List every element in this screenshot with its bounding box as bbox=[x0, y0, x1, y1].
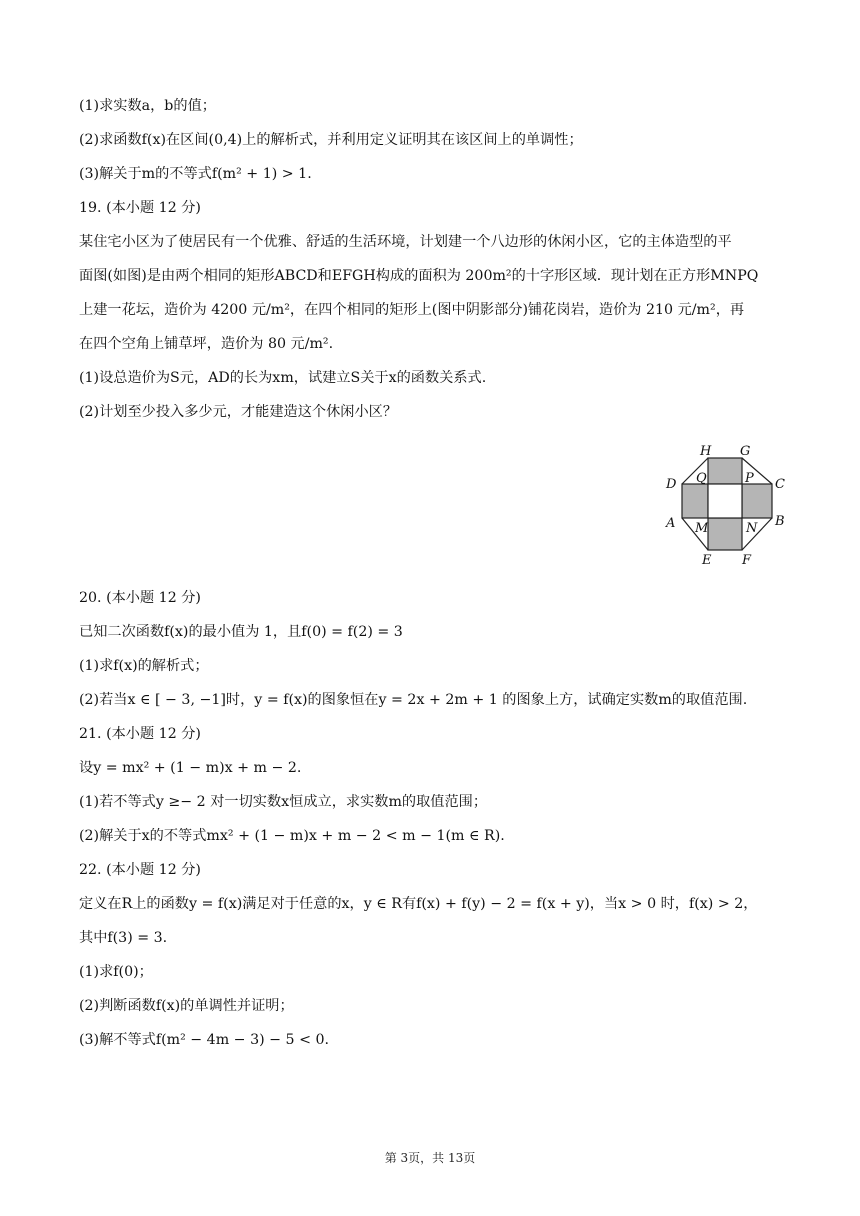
text-line: 19. (本小题 12 分) bbox=[79, 200, 201, 216]
label-b: B bbox=[775, 514, 785, 529]
text-line: (2)若当x ∈ [ − 3, −1]时，y = f(x)的图象恒在y = 2x + 2m + 1 的图象上方，试确定实数m的取值范围. bbox=[79, 692, 748, 708]
label-a: A bbox=[666, 516, 676, 531]
text-line: (1)求f(x)的解析式； bbox=[79, 658, 209, 674]
text-line: (1)求f(0)； bbox=[79, 964, 153, 980]
text-line: 21. (本小题 12 分) bbox=[79, 726, 201, 742]
label-p: P bbox=[745, 471, 754, 486]
text-line: 在四个空角上铺草坪，造价为 80 元/m². bbox=[79, 336, 334, 352]
text-line: (1)设总造价为S元，AD的长为xm，试建立S关于x的函数关系式. bbox=[79, 370, 487, 386]
rect-right-shaded bbox=[742, 484, 772, 518]
text-line: (1)求实数a，b的值； bbox=[79, 98, 216, 114]
text-line: 定义在R上的函数y = f(x)满足对于任意的x，y ∈ R有f(x) + f(y) − 2 = f(x + y)，当x > 0 时，f(x) > 2， bbox=[79, 896, 758, 912]
text-line: (3)解关于m的不等式f(m² + 1) > 1. bbox=[79, 166, 312, 182]
text-line: 上建一花坛，造价为 4200 元/m²，在四个相同的矩形上(图中阴影部分)铺花岗岩，造价为 210 元/m²，再 bbox=[79, 302, 745, 318]
text-line: 设y = mx² + (1 − m)x + m − 2. bbox=[79, 760, 302, 776]
label-e: E bbox=[702, 553, 712, 568]
text-line: (2)判断函数f(x)的单调性并证明； bbox=[79, 998, 294, 1014]
text-line: (3)解不等式f(m² − 4m − 3) − 5 < 0. bbox=[79, 1032, 330, 1048]
label-f: F bbox=[742, 553, 752, 568]
rect-top-shaded bbox=[708, 458, 742, 484]
rect-bottom-shaded bbox=[708, 518, 742, 550]
text-line: 某住宅小区为了使居民有一个优雅、舒适的生活环境，计划建一个八边形的休闲小区，它的主体造型的平 bbox=[79, 234, 732, 250]
label-c: C bbox=[775, 477, 785, 492]
square-mnpq bbox=[708, 484, 742, 518]
text-line: 其中f(3) = 3. bbox=[79, 930, 168, 946]
text-line: 22. (本小题 12 分) bbox=[79, 862, 201, 878]
label-n: N bbox=[746, 521, 758, 536]
text-line: (2)解关于x的不等式mx² + (1 − m)x + m − 2 < m − 1(m ∈ R). bbox=[79, 828, 505, 844]
text-line: 面图(如图)是由两个相同的矩形ABCD和EFGH构成的面积为 200m²的十字形区域．现计划在正方形MNPQ bbox=[79, 268, 759, 284]
rect-left-shaded bbox=[682, 484, 708, 518]
octagon-figure bbox=[662, 440, 792, 570]
text-line: (1)若不等式y ≥− 2 对一切实数x恒成立，求实数m的取值范围； bbox=[79, 794, 488, 810]
text-line: (2)计划至少投入多少元，才能建造这个休闲小区？ bbox=[79, 404, 398, 420]
text-line: (2)求函数f(x)在区间(0,4)上的解析式，并利用定义证明其在该区间上的单调性； bbox=[79, 132, 583, 148]
label-h: H bbox=[700, 444, 712, 459]
label-g: G bbox=[740, 444, 751, 459]
label-q: Q bbox=[696, 471, 707, 486]
label-d: D bbox=[666, 477, 677, 492]
page-footer: 第 3页，共 13页 bbox=[384, 1151, 476, 1165]
label-m: M bbox=[695, 521, 709, 536]
text-line: 20. (本小题 12 分) bbox=[79, 590, 201, 606]
text-line: 已知二次函数f(x)的最小值为 1，且f(0) = f(2) = 3 bbox=[79, 624, 403, 640]
